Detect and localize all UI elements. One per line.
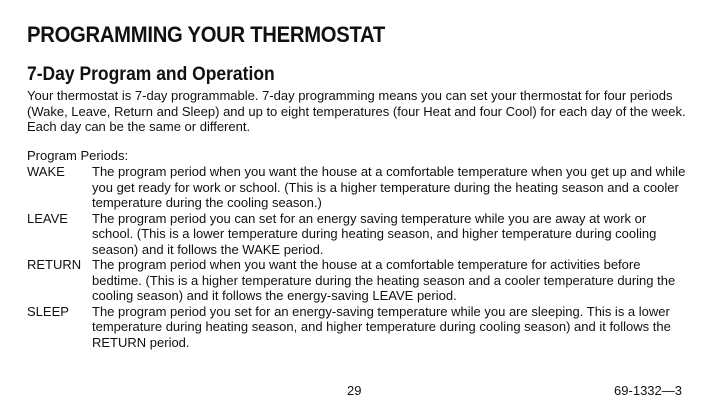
page-number: 29 xyxy=(347,383,362,398)
period-term: LEAVE xyxy=(27,210,68,226)
period-description: The program period when you want the house at a comfortable temperature for activities before bedtime. (This is a higher temperature during the heating season and a cooler temperature during the cooling season) and it follows the energy-saving LEAVE period. xyxy=(92,257,676,303)
period-return xyxy=(27,257,687,304)
program-periods-list xyxy=(27,164,687,350)
period-sleep xyxy=(27,304,687,351)
period-term: WAKE xyxy=(27,164,65,179)
page-title: PROGRAMMING YOUR THERMOSTAT xyxy=(27,22,385,47)
period-description: The program period you set for an energy-saving temperature while you are sleeping. This is a lower temperature during heating season, and higher temperature during cooling season) and it follows the RETURN period. xyxy=(92,303,671,350)
document-number: 69-1332—3 xyxy=(614,383,682,398)
period-leave xyxy=(27,211,687,258)
period-term: RETURN xyxy=(27,257,82,272)
section-title: 7-Day Program and Operation xyxy=(27,64,275,85)
program-periods-heading: Program Periods: xyxy=(27,148,129,163)
period-description: The program period when you want the house at a comfortable temperature when you get up and while you get ready for work or school. (This is a higher temperature during the heating season and a cooler temperature during the cooling season.) xyxy=(92,164,686,210)
period-term: SLEEP xyxy=(27,303,69,319)
period-description: The program period you can set for an energy saving temperature while you are away at work or school. (This is a lower temperature during heating season, and higher temperature during cooling season) and it follows the WAKE period. xyxy=(92,210,657,257)
intro-paragraph: Your thermostat is 7-day programmable. 7-day programming means you can set your thermostat for four periods (Wake, Leave, Return and Sleep) and up to eight temperatures (four Heat and four Cool) for each day of the week. Each day can be the same or different. xyxy=(27,88,686,134)
period-wake xyxy=(27,164,687,211)
